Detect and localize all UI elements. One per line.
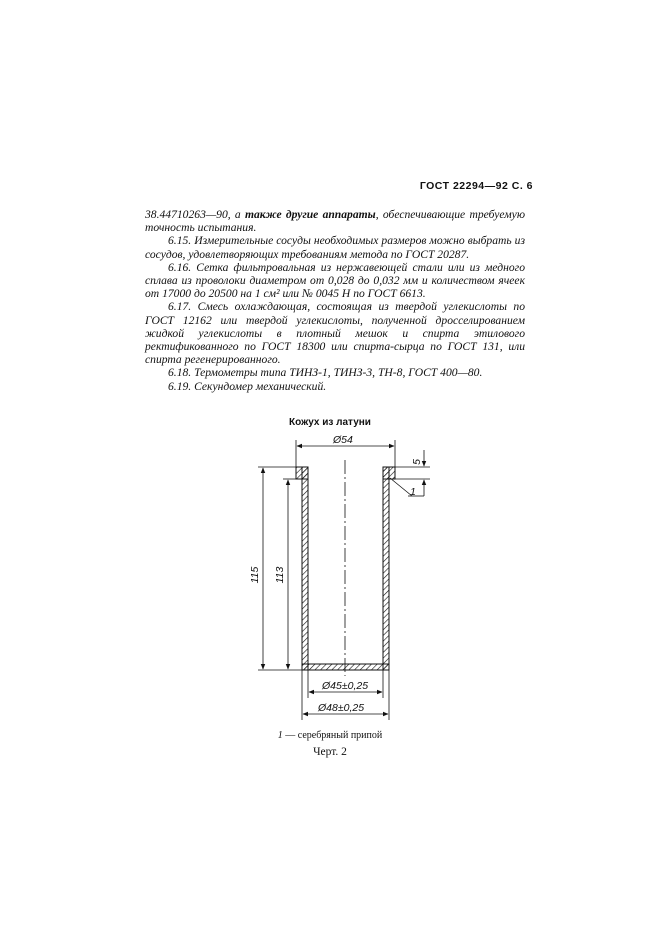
paragraph-6-16: 6.16. Сетка фильтровальная из нержавеющей стали или из медного сплава из проволоки диаметром от 0,028 до 0,032 мм и количеством ячеек от 17000 до 20500 на 1 см² или № 0045 Н по ГОСТ 6613.	[145, 260, 525, 301]
figure-title: Кожух из латуни	[289, 417, 371, 428]
callout-label: 1	[410, 486, 416, 498]
paragraph-6-18: 6.18. Термометры типа ТИНЗ-1, ТИНЗ-3, ТН-8, ГОСТ 400—80.	[168, 366, 483, 380]
top-diameter-label: Ø54	[333, 434, 353, 446]
paragraph-bold-phrase: также другие аппараты	[244, 208, 376, 221]
left-wall	[302, 467, 308, 670]
figure-caption: Черт. 2	[313, 746, 347, 758]
paragraph-6-19: 6.19. Секундомер механический.	[168, 379, 327, 393]
right-wall	[383, 467, 389, 670]
inner-height-label: 113	[274, 566, 286, 584]
legend-number: 1	[277, 730, 283, 741]
bottom-plate	[302, 664, 389, 670]
callout-leader	[390, 478, 412, 496]
outer-diameter-label: Ø48±0,25	[318, 702, 365, 714]
paragraph-6-15: 6.15. Измерительные сосуды необходимых размеров можно выбрать из сосудов, удовлетворяющих требованиям метода по ГОСТ 20287.	[145, 234, 525, 261]
legend-text: — серебряный припой	[282, 730, 383, 741]
paragraph-6-17: 6.17. Смесь охлаждающая, состоящая из твердой углекислоты по ГОСТ 12162 или твердой углекислоты, полученной дросселированием жидкой углекислоты в плотный мешок и спирта этилового ректификованного по ГОСТ 18300 или спирта-сырца по ГОСТ 131, или спирта регенерированного.	[145, 300, 525, 367]
paragraph-tail: , обеспечивающие требуемую точность испытания.	[145, 208, 526, 235]
outer-height-label: 115	[249, 566, 261, 584]
inner-diameter-label: Ø45±0,25	[322, 680, 369, 692]
figure-legend	[230, 730, 430, 741]
paragraph-lead: 38.44710263—90, а	[145, 208, 245, 221]
page-header: ГОСТ 22294—92 С. 6	[419, 180, 533, 192]
left-flange	[296, 467, 308, 479]
right-flange	[383, 467, 395, 479]
flange-label: 5	[411, 459, 423, 465]
